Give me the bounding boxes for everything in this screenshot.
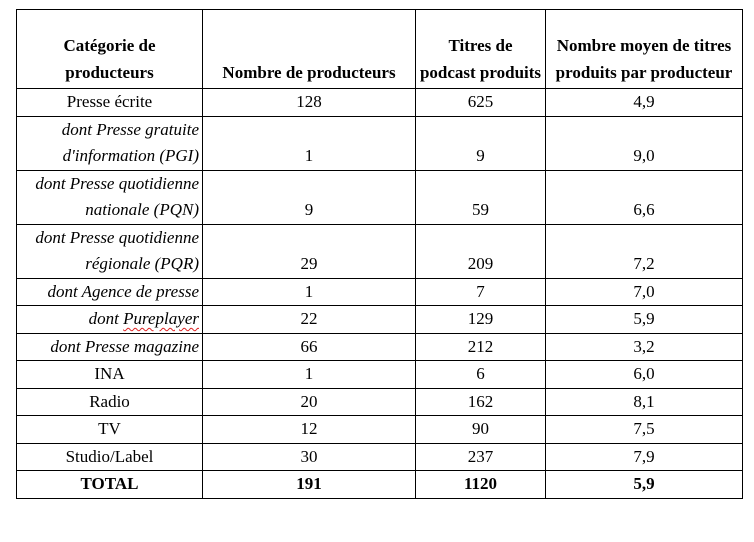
titles-cell: 6 (416, 361, 546, 389)
header-row (17, 10, 743, 89)
titles-cell: 162 (416, 388, 546, 416)
titles-cell: 237 (416, 443, 546, 471)
producers-cell: 9 (203, 170, 416, 224)
table-row (17, 224, 743, 278)
average-cell: 7,5 (546, 416, 743, 444)
category-cell: dont Presse quotidienne régionale (PQR) (17, 224, 203, 278)
titles-cell: 209 (416, 224, 546, 278)
total-producers: 191 (203, 471, 416, 499)
category-cell: Studio/Label (17, 443, 203, 471)
category-cell: dont Presse gratuite d'information (PGI) (17, 116, 203, 170)
category-cell: Radio (17, 388, 203, 416)
header-producers: Nombre de producteurs (203, 10, 416, 89)
average-cell: 6,0 (546, 361, 743, 389)
category-cell: dont Agence de presse (17, 278, 203, 306)
table-row (17, 89, 743, 117)
producers-cell: 12 (203, 416, 416, 444)
average-cell: 7,9 (546, 443, 743, 471)
producers-cell: 66 (203, 333, 416, 361)
category-cell: dont Presse magazine (17, 333, 203, 361)
total-average: 5,9 (546, 471, 743, 499)
category-cell (17, 306, 203, 334)
average-cell: 6,6 (546, 170, 743, 224)
table-row (17, 306, 743, 334)
average-cell: 9,0 (546, 116, 743, 170)
producers-cell: 128 (203, 89, 416, 117)
titles-cell: 7 (416, 278, 546, 306)
total-label: TOTAL (17, 471, 203, 499)
producers-cell: 1 (203, 116, 416, 170)
titles-cell: 129 (416, 306, 546, 334)
table-row (17, 443, 743, 471)
table-row (17, 116, 743, 170)
table-row (17, 333, 743, 361)
average-cell: 4,9 (546, 89, 743, 117)
average-cell: 3,2 (546, 333, 743, 361)
header-average: Nombre moyen de titres produits par producteur (546, 10, 743, 89)
producers-cell: 1 (203, 361, 416, 389)
category-prefix: dont (88, 309, 124, 328)
total-row (17, 471, 743, 499)
average-cell: 8,1 (546, 388, 743, 416)
total-titles: 1120 (416, 471, 546, 499)
producers-cell: 20 (203, 388, 416, 416)
titles-cell: 59 (416, 170, 546, 224)
category-cell: TV (17, 416, 203, 444)
producers-cell: 1 (203, 278, 416, 306)
table-row (17, 361, 743, 389)
producers-cell: 30 (203, 443, 416, 471)
average-cell: 7,0 (546, 278, 743, 306)
producers-cell: 29 (203, 224, 416, 278)
header-category: Catégorie de producteurs (17, 10, 203, 89)
spellcheck-flagged-word: Pureplayer (123, 309, 199, 328)
titles-cell: 90 (416, 416, 546, 444)
podcast-producers-table (16, 9, 743, 499)
titles-cell: 212 (416, 333, 546, 361)
table-row (17, 278, 743, 306)
average-cell: 5,9 (546, 306, 743, 334)
average-cell: 7,2 (546, 224, 743, 278)
category-cell: dont Presse quotidienne nationale (PQN) (17, 170, 203, 224)
producers-cell: 22 (203, 306, 416, 334)
category-cell: INA (17, 361, 203, 389)
table-row (17, 170, 743, 224)
category-cell: Presse écrite (17, 89, 203, 117)
titles-cell: 9 (416, 116, 546, 170)
table-row (17, 416, 743, 444)
header-titles: Titres de podcast produits (416, 10, 546, 89)
titles-cell: 625 (416, 89, 546, 117)
table-row (17, 388, 743, 416)
